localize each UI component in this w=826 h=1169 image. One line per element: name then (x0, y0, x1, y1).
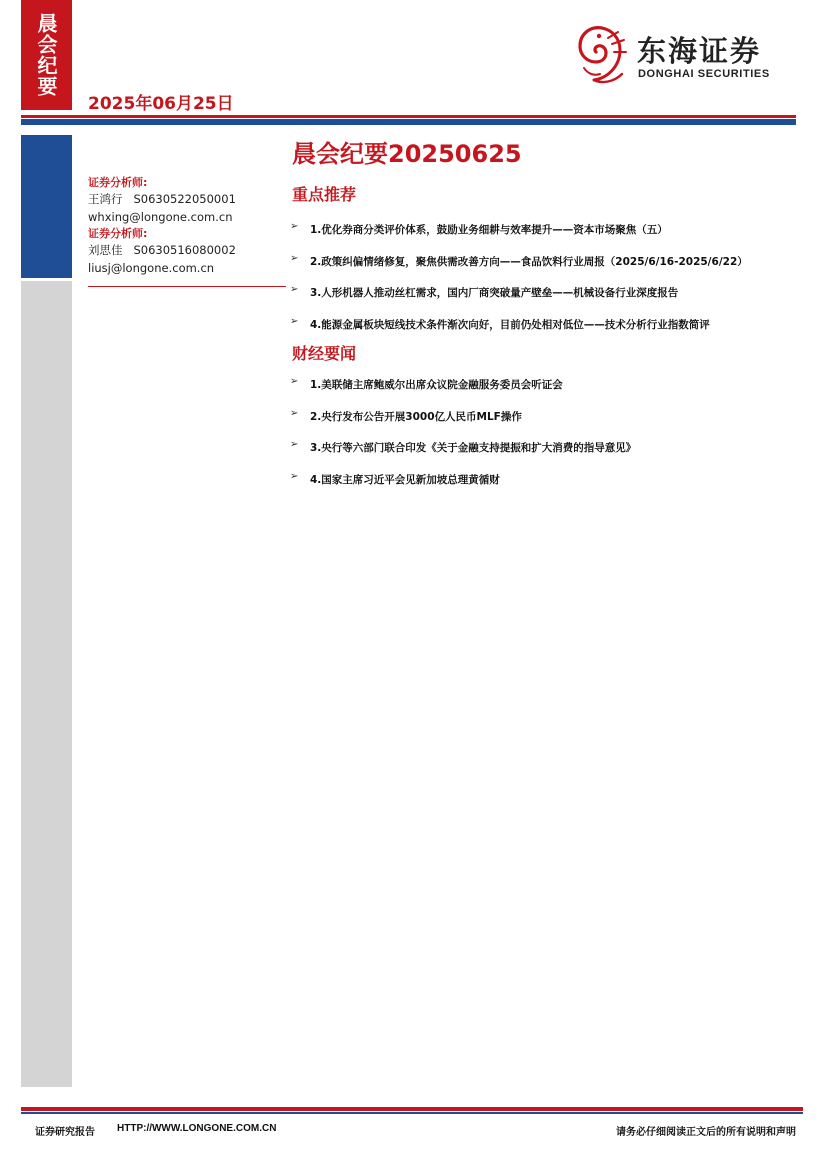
sidebar-blue-block (21, 135, 72, 278)
footer-website-link[interactable]: HTTP://WWW.LONGONE.COM.CN (117, 1123, 277, 1134)
page-title: 晨会纪要20250625 (292, 140, 522, 168)
list-item[interactable]: ➢ 2.政策纠偏情绪修复，聚焦供需改善方向——食品饮料行业周报（2025/6/16-2025/6/22） (290, 252, 748, 268)
footer-report-type: 证券研究报告 (35, 1127, 95, 1138)
bullet-arrow-icon: ➢ (290, 252, 299, 264)
list-item[interactable]: ➢ 4.国家主席习近平会见新加坡总理黄循财 (290, 470, 500, 486)
company-logo (572, 22, 794, 92)
bullet-arrow-icon: ➢ (290, 284, 299, 295)
logo-chinese-name: 东海证券 (637, 34, 762, 68)
financial-news-list (290, 377, 802, 503)
list-item[interactable]: ➢ 3.人形机器人推动丝杠需求，国内厂商突破量产壁垒——机械设备行业深度报告 (290, 284, 679, 299)
analyst-label: 证券分析师: (88, 176, 148, 189)
bullet-arrow-icon: ➢ (290, 407, 299, 419)
footer-divider-red (21, 1107, 803, 1111)
header-divider-blue (21, 119, 796, 125)
list-item[interactable]: ➢ 3.央行等六部门联合印发《关于金融支持提振和扩大消费的指导意见》 (290, 439, 637, 454)
footer-divider-blue (21, 1112, 803, 1114)
analyst-label: 证券分析师: (88, 227, 148, 240)
bullet-arrow-icon: ➢ (290, 221, 299, 232)
header-divider-red (21, 115, 796, 118)
bullet-arrow-icon: ➢ (290, 470, 299, 482)
footer-disclaimer-note: 请务必仔细阅读正文后的所有说明和声明 (616, 1127, 796, 1138)
analyst-email[interactable]: whxing@longone.com.cn (88, 210, 233, 224)
key-recommendations-list (290, 222, 802, 348)
report-type-label: 晨会纪要 (34, 13, 58, 97)
bullet-arrow-icon: ➢ (290, 439, 299, 450)
section-heading-financial-news: 财经要闻 (292, 344, 357, 363)
analyst-name-code: 刘思佳 S0630516080002 (88, 243, 236, 257)
analyst-divider (88, 286, 286, 287)
bullet-arrow-icon: ➢ (290, 315, 299, 327)
analyst-email[interactable]: liusj@longone.com.cn (88, 261, 215, 275)
logo-english-name: DONGHAI SECURITIES (638, 68, 770, 80)
report-type-tag (21, 0, 72, 110)
analyst-block (88, 226, 288, 277)
analyst-name-code: 王鸿行 S0630522050001 (88, 192, 236, 206)
section-heading-key-recommendations: 重点推荐 (292, 185, 357, 204)
dragon-logo-icon (572, 22, 630, 88)
list-item[interactable]: ➢ 4.能源金属板块短线技术条件渐次向好，目前仍处相对低位——技术分析行业指数简评 (290, 315, 710, 331)
analyst-block (88, 175, 288, 226)
list-item[interactable]: ➢ 1.美联储主席鲍威尔出席众议院金融服务委员会听证会 (290, 376, 563, 391)
list-item[interactable]: ➢ 2.央行发布公告开展3000亿人民币MLF操作 (290, 407, 522, 423)
report-date: 2025年06月25日 (88, 94, 234, 114)
list-item[interactable]: ➢ 1.优化券商分类评价体系，鼓励业务细耕与效率提升——资本市场聚焦（五） (290, 221, 668, 236)
bullet-arrow-icon: ➢ (290, 376, 299, 387)
sidebar-gray-block (21, 281, 72, 1087)
analyst-info (88, 175, 288, 277)
